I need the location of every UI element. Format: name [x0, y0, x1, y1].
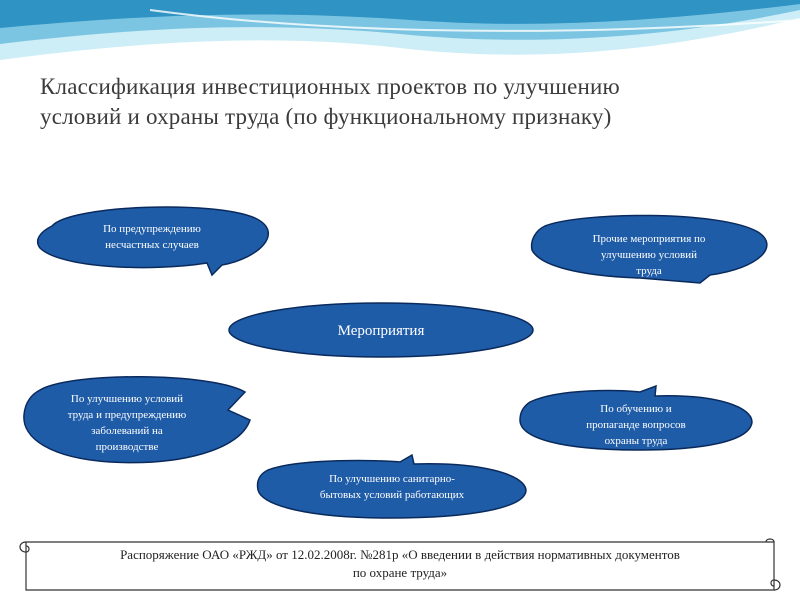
work-conditions-line-3: заболеваний на — [91, 425, 163, 437]
header-wave-decoration — [0, 0, 800, 80]
other-measures-line-3: труда — [636, 265, 662, 277]
slide-title-line-2: условий и охраны труда (по функциональному признаку) — [40, 104, 612, 129]
footer-line-2: по охране труда» — [352, 565, 448, 580]
sanitary-line-1: По улучшению санитарно- — [329, 473, 455, 485]
slide-title-line-1: Классификация инвестиционных проектов по улучшению — [40, 74, 620, 99]
work-conditions-line-2: труда и предупреждению — [67, 409, 187, 421]
sanitary-line-2: бытовых условий работающих — [319, 489, 465, 501]
center-label: Мероприятия — [337, 323, 425, 339]
measures-diagram — [0, 190, 800, 520]
bubble-sanitary — [257, 455, 526, 518]
training-line-3: охраны труда — [604, 435, 668, 447]
other-measures-line-2: улучшению условий — [601, 249, 697, 261]
accident-prevention-line-2: несчастных случаев — [105, 239, 199, 251]
work-conditions-line-1: По улучшению условий — [70, 393, 184, 405]
work-conditions-line-4: производстве — [95, 441, 159, 453]
training-line-2: пропаганде вопросов — [586, 419, 686, 431]
slide-title — [40, 72, 740, 132]
other-measures-line-1: Прочие мероприятия по — [592, 233, 706, 245]
footer-reference — [40, 546, 760, 582]
training-line-1: По обучению и — [600, 403, 672, 415]
footer-line-1: Распоряжение ОАО «РЖД» от 12.02.2008г. №281р «О введении в действия нормативных документов — [120, 547, 680, 562]
accident-prevention-line-1: По предупреждению — [103, 223, 201, 235]
